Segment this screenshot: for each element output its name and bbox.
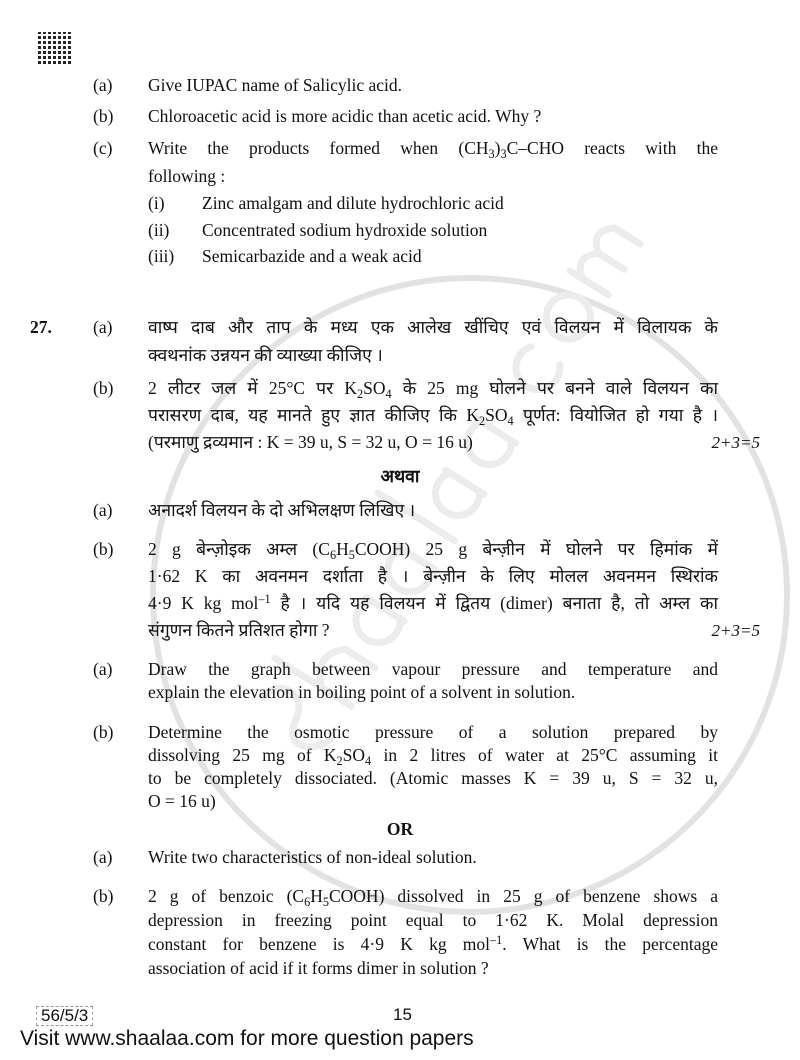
question-part xyxy=(0,313,800,369)
text-segment: (परमाणु द्रव्यमान : K = 39 u, S = 32 u, O = 16 u) xyxy=(148,431,473,452)
text-segment: परासरण दाब, यह मानते हुए ज्ञात कीजिए कि K xyxy=(148,404,480,425)
text-line xyxy=(148,134,718,162)
question-number-gutter xyxy=(30,375,93,456)
text-segment: COOH) 25 g बेन्ज़ीन में घोलने पर हिमांक में xyxy=(354,538,718,559)
text-line xyxy=(148,590,718,617)
subscript: 5 xyxy=(322,894,329,909)
question-part-label: (a) xyxy=(93,658,113,679)
text-line-content xyxy=(148,791,216,811)
question-part-text xyxy=(148,536,760,644)
question-part-label: (a) xyxy=(93,316,113,337)
question-part-text xyxy=(148,658,718,704)
text-segment: COOH) dissolved in 25 g of benzene shows a xyxy=(328,885,718,906)
text-line xyxy=(148,658,718,681)
text-line xyxy=(148,402,718,429)
text-line-content xyxy=(148,847,477,867)
question-part xyxy=(0,536,800,644)
text-line-content xyxy=(148,75,402,95)
text-line xyxy=(148,681,718,704)
text-segment: 1·62 K का अवनमन दर्शाता है । बेन्ज़ीन के लिए मोलल अवनमन स्थिरांक xyxy=(148,565,718,586)
text-line xyxy=(148,72,718,98)
question-part xyxy=(0,375,800,456)
question-part-label: (b) xyxy=(93,377,114,398)
text-line-content xyxy=(148,106,541,126)
question-part-text xyxy=(148,844,718,870)
question-part-text xyxy=(148,103,718,129)
text-line-content xyxy=(148,166,225,186)
question-number-gutter xyxy=(30,243,93,270)
subscript: 5 xyxy=(348,547,355,562)
question-part xyxy=(0,134,800,190)
text-segment: C–CHO reacts with the xyxy=(506,138,718,158)
paper-code: 56/5/3 xyxy=(36,1006,93,1026)
sub-part-gutter xyxy=(93,217,148,244)
footer-row xyxy=(0,1006,800,1026)
text-line-content xyxy=(148,910,718,930)
text-line xyxy=(148,429,760,456)
question-part-text xyxy=(148,721,718,813)
text-line xyxy=(148,536,718,563)
text-line xyxy=(148,162,718,190)
text-segment: . What is the percentage xyxy=(502,933,718,954)
question-number-gutter xyxy=(30,134,93,190)
question-part-text xyxy=(148,72,718,98)
text-segment: Give IUPAC name of Salicylic acid. xyxy=(148,75,403,95)
question-part-text xyxy=(148,884,718,980)
question-number-gutter xyxy=(30,844,93,870)
question-part-label: (a) xyxy=(93,846,113,867)
question-number-gutter xyxy=(30,217,93,244)
visit-link[interactable]: Visit www.shaalaa.com for more question papers xyxy=(20,1026,474,1050)
question-number-gutter xyxy=(30,658,93,704)
text-segment: वाष्प दाब और ताप के मध्य एक आलेख खींचिए एवं विलयन में विलायक के xyxy=(148,316,718,337)
or-divider: OR xyxy=(386,818,414,839)
subpart-label: (ii) xyxy=(148,219,170,240)
text-segment: क्वथनांक उन्नयन की व्याख्या कीजिए । xyxy=(148,344,383,365)
text-segment: to be completely dissociated. (Atomic masses K = 39 u, S = 32 u, xyxy=(148,767,718,788)
text-segment: Write the products formed when (CH xyxy=(148,138,489,158)
question-number-gutter xyxy=(30,103,93,129)
subscript: 4 xyxy=(365,753,372,768)
question-number: 27. xyxy=(30,316,52,337)
text-segment: H xyxy=(310,885,323,906)
text-segment: constant for benzene is 4·9 K kg mol xyxy=(148,933,491,954)
text-segment: है । यदि यह विलयन में द्वितय (dimer) बनाता है, तो अम्ल का xyxy=(270,592,718,613)
subscript: 3 xyxy=(488,147,495,161)
question-part-text xyxy=(148,134,718,190)
question-part xyxy=(0,844,800,870)
text-segment: Write two characteristics of non-ideal solution. xyxy=(148,846,477,867)
question-part xyxy=(0,658,800,704)
text-segment: 4·9 K kg mol xyxy=(148,592,259,613)
text-line-content xyxy=(148,566,718,586)
text-line xyxy=(148,884,718,908)
sub-part xyxy=(0,190,800,217)
text-line-content xyxy=(148,659,718,679)
text-segment: O = 16 u) xyxy=(148,790,216,811)
question-part-text xyxy=(148,375,760,456)
text-line-content xyxy=(148,722,718,742)
question-part xyxy=(0,721,800,813)
marks: 2+3=5 xyxy=(711,432,760,452)
text-line-content xyxy=(148,934,718,954)
text-segment: Chloroacetic acid is more acidic than acetic acid. Why ? xyxy=(148,106,542,126)
question-part-label: (b) xyxy=(93,538,114,559)
question-part xyxy=(0,497,800,523)
question-part-label: (c) xyxy=(93,138,113,158)
subscript: 6 xyxy=(329,547,337,562)
text-line-content xyxy=(148,345,383,365)
text-line xyxy=(148,744,718,767)
text-segment: 2 g of benzoic (C xyxy=(148,885,305,906)
or-divider-hindi: अथवा xyxy=(380,465,420,486)
question-part-text xyxy=(148,313,718,369)
footer xyxy=(0,1006,800,1052)
question-number-gutter xyxy=(30,884,93,980)
superscript: –1 xyxy=(258,591,271,606)
question-number-gutter xyxy=(30,721,93,813)
question-part-label: (b) xyxy=(93,885,114,906)
question-number-gutter xyxy=(30,72,93,98)
sub-part xyxy=(0,217,800,244)
question-number-gutter xyxy=(30,190,93,217)
text-line xyxy=(148,341,718,369)
text-line xyxy=(148,767,718,790)
text-segment: ) xyxy=(494,138,501,158)
question-number-gutter xyxy=(30,536,93,644)
text-segment: H xyxy=(336,538,349,559)
subscript: 4 xyxy=(507,413,514,428)
subscript: 2 xyxy=(479,413,486,428)
question-part-label: (b) xyxy=(93,106,114,126)
subpart-text: Zinc amalgam and dilute hydrochloric acid xyxy=(202,193,504,213)
question-part-label: (b) xyxy=(93,721,114,742)
subscript: 3 xyxy=(500,147,507,161)
text-line-content xyxy=(148,404,719,428)
question-part xyxy=(0,884,800,980)
text-line-content xyxy=(148,682,575,702)
text-line-content xyxy=(148,317,718,337)
text-segment: SO xyxy=(485,404,508,425)
text-line xyxy=(148,313,718,341)
text-segment: अनादर्श विलयन के दो अभिलक्षण लिखिए । xyxy=(148,499,416,520)
text-segment: explain the elevation in boiling point of a solvent in solution. xyxy=(148,681,576,702)
question-part-text xyxy=(148,497,718,523)
text-line xyxy=(148,932,718,956)
text-segment: 2 लीटर जल में 25°C पर K xyxy=(148,377,358,398)
text-line-content xyxy=(148,885,718,909)
subpart-label: (i) xyxy=(148,193,165,213)
text-segment: पूर्णत: वियोजित हो गया है । xyxy=(513,404,719,425)
question-part-label: (a) xyxy=(93,75,113,95)
text-segment: in 2 litres of water at 25°C assuming it xyxy=(371,744,718,765)
text-segment: association of acid if it forms dimer in solution ? xyxy=(148,957,489,978)
text-line-content xyxy=(148,768,718,788)
superscript: –1 xyxy=(490,932,503,947)
text-line-content xyxy=(148,500,415,520)
text-line-content xyxy=(148,617,330,644)
text-line-content xyxy=(148,138,718,161)
text-line xyxy=(148,956,718,980)
text-line xyxy=(148,617,760,644)
text-segment: संगुणन कितने प्रतिशत होगा ? xyxy=(148,619,330,640)
question-part xyxy=(0,103,800,129)
text-segment: के 25 mg घोलने पर बनने वाले विलयन का xyxy=(391,377,718,398)
text-segment: following : xyxy=(148,166,226,186)
text-line-content xyxy=(148,429,473,456)
text-segment: dissolving 25 mg of K xyxy=(148,744,337,765)
subscript: 2 xyxy=(357,386,364,401)
sub-part xyxy=(0,243,800,270)
question-part-label: (a) xyxy=(93,499,113,520)
text-line xyxy=(148,790,718,813)
text-segment: Draw the graph between vapour pressure and temperature and xyxy=(148,658,718,679)
text-line xyxy=(148,103,718,129)
subscript: 2 xyxy=(336,753,343,768)
text-segment: 2 g बेन्ज़ोइक अम्ल (C xyxy=(148,538,330,559)
question-part xyxy=(0,72,800,98)
text-line xyxy=(148,497,718,523)
subpart-label: (iii) xyxy=(148,246,175,266)
text-line xyxy=(148,721,718,744)
subpart-text: Concentrated sodium hydroxide solution xyxy=(202,219,488,240)
question-number-gutter xyxy=(30,497,93,523)
text-line xyxy=(148,563,718,590)
sub-part-gutter xyxy=(93,243,148,270)
text-line-content xyxy=(148,958,489,978)
text-line xyxy=(148,908,718,932)
marks: 2+3=5 xyxy=(711,620,760,640)
text-line xyxy=(148,375,718,402)
text-segment: Determine the osmotic pressure of a solution prepared by xyxy=(148,721,718,742)
sub-part-gutter xyxy=(93,190,148,217)
text-line-content xyxy=(148,377,718,401)
text-line xyxy=(148,844,718,870)
text-segment: SO xyxy=(342,744,366,765)
subscript: 6 xyxy=(304,894,311,909)
text-line-content xyxy=(148,538,718,562)
subscript: 4 xyxy=(385,386,392,401)
subpart-text: Semicarbazide and a weak acid xyxy=(202,246,422,266)
text-line-content xyxy=(148,593,718,613)
text-line-content xyxy=(148,744,718,768)
page-number: 15 xyxy=(393,1004,412,1024)
text-segment: depression in freezing point equal to 1·62 K. Molal depression xyxy=(148,909,718,930)
text-segment: SO xyxy=(363,377,386,398)
